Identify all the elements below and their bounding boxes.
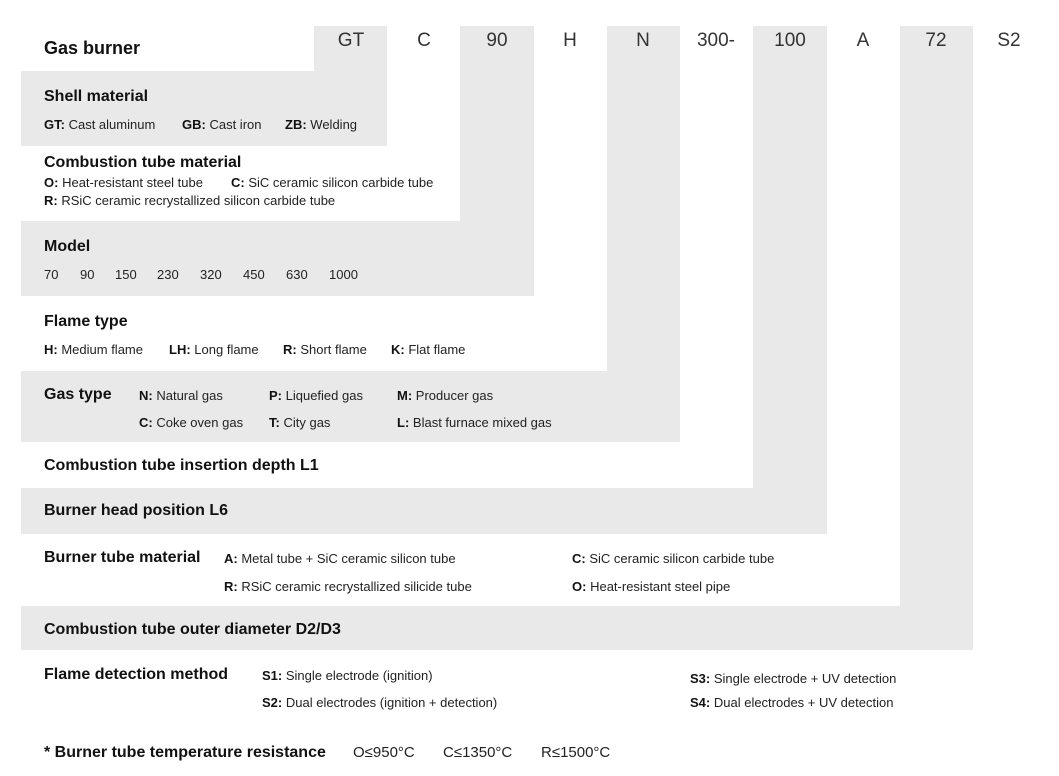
footnote-value: O≤950°C: [353, 744, 415, 761]
code-burner-tube: A: [856, 30, 870, 51]
code-shell: GT: [337, 30, 365, 51]
flame-detection-option: S2: Dual electrodes (ignition + detection): [262, 695, 498, 710]
combustion-tube-option: O: Heat-resistant steel tube: [44, 175, 203, 190]
row-band-model: [21, 221, 534, 296]
combustion-tube-title: Combustion tube material: [44, 154, 242, 171]
column-bar-100: [753, 26, 827, 534]
burner-tube-option: C: SiC ceramic silicon carbide tube: [572, 551, 775, 566]
model-value: 320: [200, 267, 222, 282]
insertion-depth-title: Combustion tube insertion depth L1: [44, 457, 319, 474]
footnote-value: R≤1500°C: [541, 744, 611, 761]
combustion-tube-option: C: SiC ceramic silicon carbide tube: [231, 175, 434, 190]
code-outer-diameter: 72: [925, 30, 947, 51]
code-insertion-depth: 300-: [696, 30, 736, 51]
burner-tube-title: Burner tube material: [44, 549, 201, 566]
shell-title: Shell material: [44, 88, 149, 105]
combustion-tube-option: R: RSiC ceramic recrystallized silicon carbide tube: [44, 193, 336, 208]
flame-detection-option: S4: Dual electrodes + UV detection: [690, 695, 894, 710]
model-value: 450: [243, 267, 265, 282]
flame-type-title: Flame type: [44, 313, 128, 330]
row-band-gas: [21, 371, 680, 442]
gas-type-option: T: City gas: [269, 415, 331, 430]
burner-tube-option: O: Heat-resistant steel pipe: [572, 579, 731, 594]
gas-type-option: N: Natural gas: [139, 388, 223, 403]
flame-detection-option: S3: Single electrode + UV detection: [690, 671, 897, 686]
model-value: 230: [157, 267, 179, 282]
model-value: 70: [44, 267, 59, 282]
column-bar-72: [900, 26, 973, 650]
model-value: 1000: [329, 267, 358, 282]
gas-type-title: Gas type: [44, 386, 112, 403]
model-value: 150: [115, 267, 137, 282]
head-position-title: Burner head position L6: [44, 502, 229, 519]
shell-option: GT: Cast aluminum: [44, 117, 156, 132]
flame-type-option: K: Flat flame: [391, 342, 466, 357]
flame-type-option: R: Short flame: [283, 342, 367, 357]
burner-tube-option: R: RSiC ceramic recrystallized silicide tube: [224, 579, 472, 594]
code-gas-type: N: [636, 30, 650, 51]
code-flame-detection: S2: [997, 30, 1021, 51]
flame-type-option: H: Medium flame: [44, 342, 143, 357]
gas-type-option: L: Blast furnace mixed gas: [397, 415, 552, 430]
model-value: 90: [80, 267, 95, 282]
flame-detection-title: Flame detection method: [44, 666, 229, 683]
burner-tube-option: A: Metal tube + SiC ceramic silicon tube: [224, 551, 456, 566]
footnote-title: * Burner tube temperature resistance: [44, 744, 326, 761]
gas-type-option: P: Liquefied gas: [269, 388, 363, 403]
flame-type-option: LH: Long flame: [169, 342, 259, 357]
row-band-shell: [21, 71, 387, 146]
flame-detection-option: S1: Single electrode (ignition): [262, 668, 433, 683]
shell-option: ZB: Welding: [285, 117, 358, 132]
page-title: Gas burner: [44, 38, 141, 58]
model-value: 630: [286, 267, 308, 282]
code-combustion-tube: C: [417, 30, 431, 51]
model-title: Model: [44, 238, 91, 255]
gas-type-option: M: Producer gas: [397, 388, 494, 403]
code-model: 90: [486, 30, 508, 51]
code-head-position: 100: [774, 30, 806, 51]
outer-diameter-title: Combustion tube outer diameter D2/D3: [44, 621, 341, 638]
code-flame-type: H: [563, 30, 577, 51]
footnote-value: C≤1350°C: [443, 744, 513, 761]
gas-type-option: C: Coke oven gas: [139, 415, 244, 430]
shell-option: GB: Cast iron: [182, 117, 262, 132]
